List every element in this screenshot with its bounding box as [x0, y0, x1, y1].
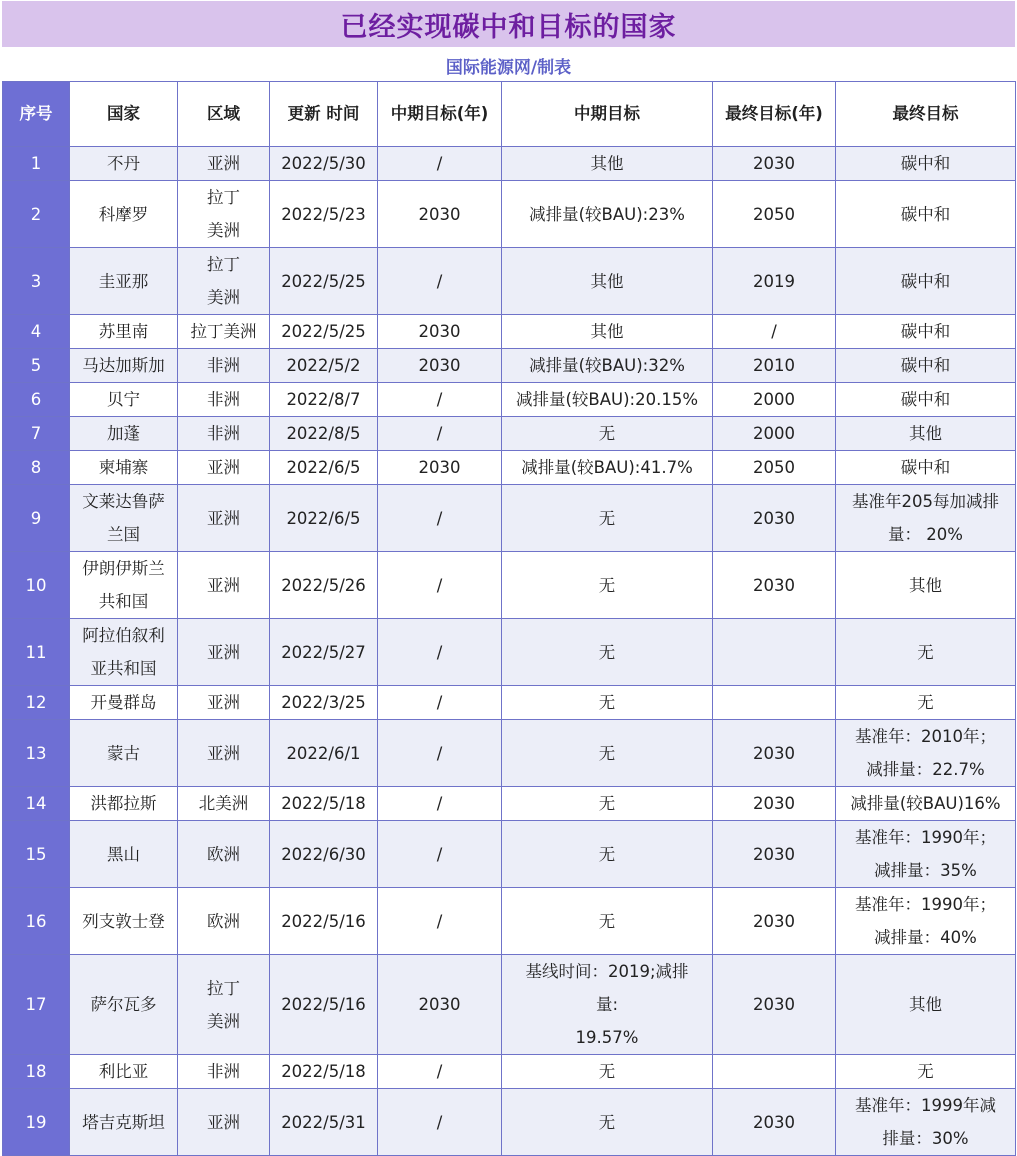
header-cell-updated — [270, 82, 378, 147]
data-table — [2, 81, 1016, 1156]
cell-region — [178, 1055, 270, 1089]
cell-region-line: 非洲 — [207, 390, 240, 409]
cell-num: 19 — [3, 1089, 70, 1156]
cell-mid-goal — [502, 485, 713, 552]
table-row — [3, 315, 1016, 349]
cell-country — [70, 821, 178, 888]
cell-final-goal — [836, 1089, 1016, 1156]
cell-region-line: 北美洲 — [198, 794, 249, 813]
cell-mid-goal — [502, 955, 713, 1055]
cell-final-goal — [836, 248, 1016, 315]
cell-mid-goal — [502, 720, 713, 787]
cell-region-line: 美洲 — [207, 288, 240, 307]
cell-mid-year: / — [378, 787, 502, 821]
cell-region-line: 拉丁美洲 — [190, 322, 257, 341]
cell-num: 3 — [3, 248, 70, 315]
cell-region — [178, 955, 270, 1055]
cell-region-line: 欧洲 — [207, 911, 240, 931]
cell-country — [70, 686, 178, 720]
cell-mid-goal-line: 无 — [598, 743, 616, 763]
cell-final-goal — [836, 619, 1016, 686]
cell-region-line: 亚洲 — [207, 575, 240, 595]
cell-region-line: 非洲 — [207, 1062, 240, 1081]
cell-mid-goal — [502, 1055, 713, 1089]
cell-country — [70, 147, 178, 181]
cell-final-goal-line: 碳中和 — [900, 271, 951, 291]
cell-mid-goal-line: 减排量(较BAU):41.7% — [521, 458, 693, 477]
cell-region — [178, 181, 270, 248]
cell-num: 7 — [3, 417, 70, 451]
cell-region-line: 亚洲 — [207, 642, 240, 662]
cell-region — [178, 619, 270, 686]
cell-final-goal — [836, 181, 1016, 248]
header-cell-mid-goal: 中期目标 — [502, 82, 713, 147]
cell-final-goal-line: 减排量：35% — [874, 861, 977, 880]
cell-region-line: 非洲 — [207, 356, 240, 375]
cell-final-goal — [836, 720, 1016, 787]
cell-country — [70, 417, 178, 451]
cell-mid-year: 2030 — [378, 181, 502, 248]
cell-mid-year: / — [378, 485, 502, 552]
cell-mid-goal — [502, 248, 713, 315]
table-row — [3, 181, 1016, 248]
table-row — [3, 888, 1016, 955]
cell-final-year — [713, 619, 836, 686]
cell-num: 8 — [3, 451, 70, 485]
cell-updated: 2022/5/27 — [270, 619, 378, 686]
cell-final-year: 2019 — [713, 248, 836, 315]
cell-final-goal-line: 量： 20% — [888, 525, 963, 544]
cell-final-goal — [836, 888, 1016, 955]
cell-country-line: 共和国 — [98, 592, 149, 611]
cell-num: 14 — [3, 787, 70, 821]
cell-country-line: 亚共和国 — [90, 659, 157, 678]
header-cell-final-goal: 最终目标 — [836, 82, 1016, 147]
cell-country-line: 兰国 — [107, 525, 140, 544]
cell-final-goal-line: 其他 — [909, 424, 942, 443]
cell-final-year — [713, 686, 836, 720]
table-row — [3, 787, 1016, 821]
cell-final-goal-line: 减排量：22.7% — [866, 760, 985, 779]
cell-final-year: 2030 — [713, 821, 836, 888]
cell-country — [70, 619, 178, 686]
cell-region-line: 拉丁 — [207, 255, 240, 274]
table-row — [3, 720, 1016, 787]
table-row — [3, 383, 1016, 417]
cell-mid-goal — [502, 451, 713, 485]
header-cell-final-year: 最终目标(年) — [713, 82, 836, 147]
cell-num: 12 — [3, 686, 70, 720]
cell-mid-goal — [502, 552, 713, 619]
cell-country-line: 开曼群岛 — [90, 693, 157, 712]
cell-country-line: 圭亚那 — [98, 271, 149, 291]
cell-mid-year: / — [378, 147, 502, 181]
cell-mid-goal-line: 19.57% — [575, 1028, 639, 1047]
cell-final-goal — [836, 552, 1016, 619]
cell-region — [178, 686, 270, 720]
table-row — [3, 349, 1016, 383]
cell-final-goal-line: 无 — [917, 1062, 934, 1081]
cell-country — [70, 485, 178, 552]
cell-final-goal — [836, 1055, 1016, 1089]
cell-mid-year: / — [378, 417, 502, 451]
header-cell-region: 区域 — [178, 82, 270, 147]
subtitle: 国际能源网/制表 — [445, 57, 572, 78]
cell-mid-year: / — [378, 383, 502, 417]
cell-region — [178, 787, 270, 821]
cell-country — [70, 888, 178, 955]
cell-region-line: 非洲 — [207, 424, 240, 443]
cell-region — [178, 383, 270, 417]
cell-mid-goal-line: 减排量(较BAU):32% — [529, 356, 685, 375]
cell-country — [70, 787, 178, 821]
cell-final-goal — [836, 955, 1016, 1055]
cell-num: 5 — [3, 349, 70, 383]
cell-country-line: 苏里南 — [98, 322, 149, 341]
cell-final-goal — [836, 349, 1016, 383]
cell-final-goal — [836, 485, 1016, 552]
table-row — [3, 821, 1016, 888]
cell-mid-goal-line: 减排量(较BAU):23% — [529, 204, 685, 224]
cell-mid-goal-line: 无 — [598, 642, 616, 662]
cell-country — [70, 1055, 178, 1089]
cell-country-line: 黑山 — [107, 844, 140, 864]
cell-mid-goal — [502, 1089, 713, 1156]
cell-mid-goal — [502, 417, 713, 451]
cell-final-goal — [836, 315, 1016, 349]
cell-region-line: 欧洲 — [207, 844, 240, 864]
cell-region-line: 拉丁 — [207, 188, 240, 207]
cell-final-goal-line: 碳中和 — [900, 458, 951, 477]
cell-mid-goal — [502, 686, 713, 720]
cell-mid-goal-line: 基线时间：2019;减排 — [525, 962, 689, 981]
cell-final-goal-line: 无 — [917, 693, 934, 712]
cell-mid-goal — [502, 821, 713, 888]
cell-region-line: 亚洲 — [207, 154, 240, 173]
table-row — [3, 552, 1016, 619]
cell-num: 11 — [3, 619, 70, 686]
cell-region — [178, 552, 270, 619]
header-cell-mid-year: 中期目标(年) — [378, 82, 502, 147]
table-row — [3, 485, 1016, 552]
cell-final-year: 2050 — [713, 181, 836, 248]
cell-final-year: 2010 — [713, 349, 836, 383]
table-row — [3, 147, 1016, 181]
table-row — [3, 417, 1016, 451]
cell-mid-goal-line: 无 — [598, 575, 616, 595]
cell-country-line: 科摩罗 — [98, 204, 149, 224]
cell-num: 2 — [3, 181, 70, 248]
cell-mid-goal-line: 无 — [598, 424, 616, 443]
cell-updated: 2022/5/25 — [270, 248, 378, 315]
table-row — [3, 1089, 1016, 1156]
cell-country-line: 阿拉伯叙利 — [82, 626, 165, 645]
cell-region-line: 亚洲 — [207, 458, 240, 477]
cell-final-goal-line: 碳中和 — [900, 390, 951, 409]
cell-region — [178, 315, 270, 349]
cell-mid-year: / — [378, 686, 502, 720]
cell-country-line: 马达加斯加 — [82, 356, 165, 375]
cell-mid-year: 2030 — [378, 349, 502, 383]
cell-final-year: 2000 — [713, 383, 836, 417]
cell-region — [178, 485, 270, 552]
cell-final-year: 2030 — [713, 147, 836, 181]
cell-mid-year: / — [378, 619, 502, 686]
cell-final-goal — [836, 821, 1016, 888]
cell-mid-goal-line: 无 — [598, 911, 616, 931]
cell-final-year: 2030 — [713, 955, 836, 1055]
cell-mid-goal-line: 无 — [598, 794, 616, 813]
cell-updated: 2022/8/7 — [270, 383, 378, 417]
cell-updated: 2022/3/25 — [270, 686, 378, 720]
cell-country — [70, 1089, 178, 1156]
page-title: 已经实现碳中和目标的国家 — [340, 11, 677, 43]
cell-country-line: 洪都拉斯 — [90, 794, 157, 813]
cell-mid-goal — [502, 315, 713, 349]
header-cell-country: 国家 — [70, 82, 178, 147]
cell-final-goal-line: 排量：30% — [882, 1129, 969, 1148]
cell-country-line: 伊朗伊斯兰 — [82, 559, 165, 578]
cell-updated: 2022/5/31 — [270, 1089, 378, 1156]
cell-region-line: 亚洲 — [207, 1112, 240, 1132]
cell-updated: 2022/5/25 — [270, 315, 378, 349]
cell-mid-goal-line: 无 — [598, 1112, 616, 1132]
cell-final-goal-line: 碳中和 — [900, 356, 951, 375]
cell-num: 18 — [3, 1055, 70, 1089]
cell-final-goal-line: 减排量：40% — [874, 928, 977, 947]
table-row — [3, 248, 1016, 315]
cell-num: 16 — [3, 888, 70, 955]
cell-final-year: 2030 — [713, 1089, 836, 1156]
cell-updated: 2022/8/5 — [270, 417, 378, 451]
cell-final-goal-line: 碳中和 — [900, 322, 951, 341]
cell-updated: 2022/6/30 — [270, 821, 378, 888]
cell-country — [70, 248, 178, 315]
cell-final-goal — [836, 417, 1016, 451]
cell-final-year: 2030 — [713, 552, 836, 619]
cell-region-line: 美洲 — [207, 221, 240, 240]
cell-updated: 2022/5/18 — [270, 787, 378, 821]
cell-final-goal-line: 减排量(较BAU)16% — [850, 794, 1001, 813]
cell-country — [70, 315, 178, 349]
cell-mid-goal-line: 减排量(较BAU):20.15% — [515, 390, 699, 409]
cell-mid-goal-line: 无 — [598, 1062, 616, 1081]
cell-final-year — [713, 1055, 836, 1089]
cell-final-goal — [836, 686, 1016, 720]
cell-final-goal-line: 其他 — [909, 995, 942, 1014]
cell-mid-goal — [502, 787, 713, 821]
cell-mid-goal — [502, 888, 713, 955]
cell-country — [70, 552, 178, 619]
table-row — [3, 451, 1016, 485]
cell-mid-goal — [502, 147, 713, 181]
cell-final-year: / — [713, 315, 836, 349]
cell-mid-goal — [502, 383, 713, 417]
cell-country — [70, 349, 178, 383]
cell-num: 17 — [3, 955, 70, 1055]
cell-final-goal-line: 基准年：1990年； — [855, 895, 996, 914]
cell-country-line: 萨尔瓦多 — [90, 995, 157, 1014]
cell-mid-goal — [502, 181, 713, 248]
cell-num: 6 — [3, 383, 70, 417]
table-row — [3, 1055, 1016, 1089]
cell-mid-goal-line: 其他 — [590, 271, 624, 291]
cell-num: 15 — [3, 821, 70, 888]
cell-final-goal-line: 基准年：1990年； — [855, 828, 996, 847]
cell-updated: 2022/5/23 — [270, 181, 378, 248]
cell-updated: 2022/6/1 — [270, 720, 378, 787]
table-body — [3, 147, 1016, 1156]
cell-country-line: 塔吉克斯坦 — [82, 1112, 165, 1132]
cell-region-line: 拉丁 — [207, 978, 240, 998]
cell-updated: 2022/5/30 — [270, 147, 378, 181]
cell-updated: 2022/5/18 — [270, 1055, 378, 1089]
cell-region-line: 亚洲 — [207, 693, 240, 712]
cell-region — [178, 451, 270, 485]
cell-updated: 2022/5/2 — [270, 349, 378, 383]
cell-mid-year: 2030 — [378, 955, 502, 1055]
cell-mid-goal — [502, 349, 713, 383]
cell-country-line: 利比亚 — [98, 1062, 149, 1081]
cell-final-goal-line: 碳中和 — [900, 154, 951, 173]
cell-mid-year: / — [378, 1055, 502, 1089]
cell-region — [178, 248, 270, 315]
title-bar — [2, 1, 1015, 47]
cell-updated: 2022/5/26 — [270, 552, 378, 619]
header-updated-line: 更新 — [287, 104, 321, 123]
cell-country-line: 加蓬 — [107, 424, 140, 443]
cell-region-line: 美洲 — [207, 1011, 240, 1031]
cell-mid-year: / — [378, 720, 502, 787]
cell-region — [178, 821, 270, 888]
cell-num: 1 — [3, 147, 70, 181]
cell-num: 4 — [3, 315, 70, 349]
cell-country — [70, 383, 178, 417]
cell-final-year: 2050 — [713, 451, 836, 485]
cell-updated: 2022/6/5 — [270, 451, 378, 485]
cell-mid-year: / — [378, 888, 502, 955]
cell-final-goal — [836, 147, 1016, 181]
cell-num: 13 — [3, 720, 70, 787]
cell-country-line: 柬埔寨 — [98, 458, 149, 477]
cell-country-line: 蒙古 — [107, 743, 140, 763]
cell-mid-year: 2030 — [378, 451, 502, 485]
cell-mid-year: / — [378, 821, 502, 888]
cell-num: 9 — [3, 485, 70, 552]
cell-final-goal — [836, 383, 1016, 417]
header-updated-line: 时间 — [326, 104, 360, 123]
table-row — [3, 955, 1016, 1055]
cell-final-goal-line: 基准年205每加减排 — [852, 492, 999, 511]
cell-updated: 2022/5/16 — [270, 955, 378, 1055]
cell-region — [178, 147, 270, 181]
cell-updated: 2022/6/5 — [270, 485, 378, 552]
cell-country — [70, 720, 178, 787]
cell-final-goal-line: 基准年：1999年减 — [855, 1096, 996, 1115]
cell-mid-goal-line: 无 — [598, 844, 616, 864]
cell-final-year: 2030 — [713, 720, 836, 787]
cell-final-goal-line: 基准年：2010年； — [855, 727, 996, 746]
cell-mid-year: / — [378, 1089, 502, 1156]
cell-updated: 2022/5/16 — [270, 888, 378, 955]
cell-region — [178, 720, 270, 787]
cell-region-line: 亚洲 — [207, 508, 240, 528]
cell-final-year: 2030 — [713, 787, 836, 821]
cell-mid-goal-line: 其他 — [590, 154, 624, 173]
cell-region — [178, 417, 270, 451]
cell-num: 10 — [3, 552, 70, 619]
cell-final-year: 2030 — [713, 485, 836, 552]
cell-region-line: 亚洲 — [207, 743, 240, 763]
cell-country-line: 文莱达鲁萨 — [82, 492, 165, 511]
cell-mid-year: / — [378, 248, 502, 315]
cell-country-line: 不丹 — [107, 154, 140, 173]
cell-mid-goal-line: 其他 — [590, 322, 624, 341]
cell-region — [178, 349, 270, 383]
header-row — [3, 82, 1016, 147]
cell-country-line: 列支敦士登 — [82, 911, 165, 931]
cell-final-year: 2030 — [713, 888, 836, 955]
cell-final-goal-line: 碳中和 — [900, 204, 951, 224]
cell-final-goal-line: 无 — [917, 642, 934, 662]
cell-final-goal-line: 其他 — [909, 575, 942, 595]
cell-country-line: 贝宁 — [107, 390, 140, 409]
table-row — [3, 619, 1016, 686]
cell-country — [70, 451, 178, 485]
cell-mid-goal-line: 无 — [598, 508, 616, 528]
cell-final-goal — [836, 451, 1016, 485]
table-row — [3, 686, 1016, 720]
cell-final-year: 2000 — [713, 417, 836, 451]
cell-mid-year: / — [378, 552, 502, 619]
cell-country — [70, 955, 178, 1055]
cell-final-goal — [836, 787, 1016, 821]
cell-mid-year: 2030 — [378, 315, 502, 349]
cell-region — [178, 1089, 270, 1156]
cell-mid-goal — [502, 619, 713, 686]
cell-mid-goal-line: 量: — [595, 995, 619, 1014]
cell-region — [178, 888, 270, 955]
header-cell-num: 序号 — [3, 82, 70, 147]
cell-country — [70, 181, 178, 248]
cell-mid-goal-line: 无 — [598, 693, 616, 712]
